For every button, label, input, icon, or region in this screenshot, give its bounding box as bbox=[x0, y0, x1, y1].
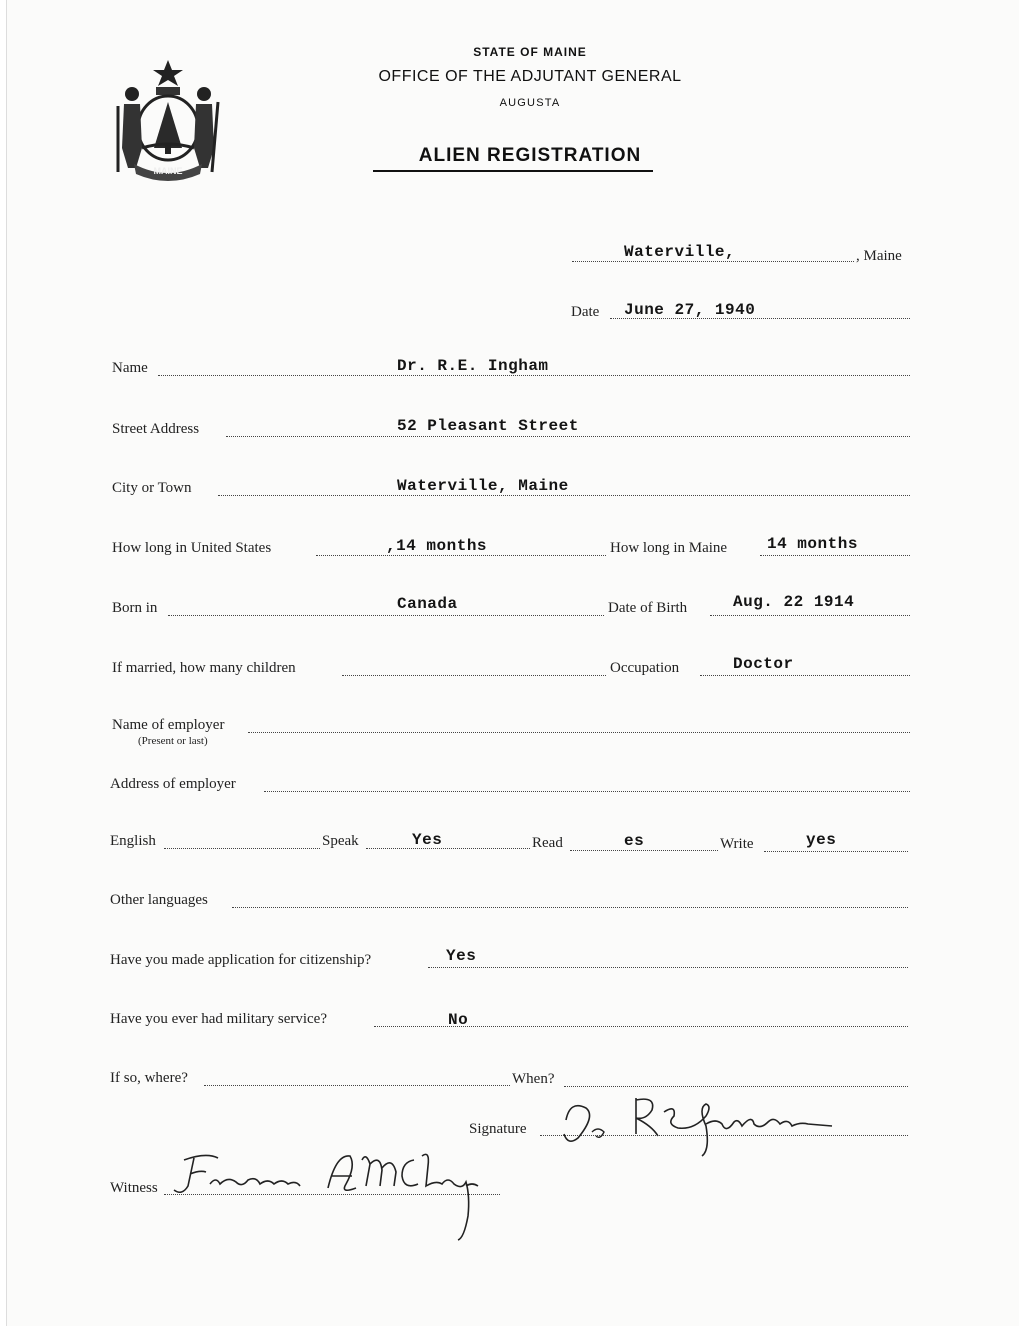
birthplace-line bbox=[168, 615, 604, 616]
employer-address-label: Address of employer bbox=[110, 776, 236, 792]
read-line bbox=[570, 850, 718, 851]
dob-label: Date of Birth bbox=[608, 600, 688, 616]
maine-duration-label: How long in Maine bbox=[610, 540, 728, 556]
write-value: yes bbox=[806, 831, 837, 849]
form-title: ALIEN REGISTRATION bbox=[418, 145, 642, 166]
occupation-value: Doctor bbox=[733, 655, 794, 673]
city-value: Waterville, Maine bbox=[397, 477, 569, 495]
us-duration-value: ,14 months bbox=[386, 537, 488, 555]
place-value: Waterville, bbox=[624, 243, 736, 261]
place-suffix: , Maine bbox=[856, 248, 902, 264]
street-value: 52 Pleasant Street bbox=[397, 417, 579, 435]
state-heading: STATE OF MAINE bbox=[473, 45, 587, 59]
write-line bbox=[764, 851, 908, 852]
place-line bbox=[572, 261, 854, 262]
name-line bbox=[158, 375, 910, 376]
city-heading: AUGUSTA bbox=[499, 97, 561, 109]
speak-label: Speak bbox=[322, 833, 359, 849]
write-label: Write bbox=[720, 836, 754, 852]
children-line bbox=[342, 675, 606, 676]
military-label: Have you ever had military service? bbox=[110, 1011, 327, 1027]
citizenship-line bbox=[428, 967, 908, 968]
signature-label: Signature bbox=[469, 1121, 527, 1137]
svg-text:MAINE: MAINE bbox=[153, 166, 183, 176]
employer-label: Name of employer bbox=[112, 717, 225, 733]
name-label: Name bbox=[112, 360, 148, 376]
maine-state-seal-icon bbox=[112, 56, 224, 182]
dob-line bbox=[710, 615, 910, 616]
speak-line bbox=[366, 848, 530, 849]
dob-value: Aug. 22 1914 bbox=[733, 593, 855, 611]
employer-sublabel: (Present or last) bbox=[138, 735, 208, 747]
date-label: Date bbox=[571, 304, 600, 320]
city-label: City or Town bbox=[112, 480, 192, 496]
where-line bbox=[204, 1085, 510, 1086]
when-line bbox=[564, 1086, 908, 1087]
english-line bbox=[164, 848, 320, 849]
military-value: No bbox=[448, 1011, 469, 1029]
street-label: Street Address bbox=[112, 421, 200, 437]
employer-line bbox=[248, 732, 910, 733]
employer-address-line bbox=[264, 791, 910, 792]
read-value: es bbox=[624, 832, 645, 850]
witness-handwriting bbox=[166, 1146, 506, 1246]
date-value: June 27, 1940 bbox=[624, 301, 756, 319]
birthplace-value: Canada bbox=[397, 595, 458, 613]
maine-duration-line bbox=[760, 555, 910, 556]
witness-label: Witness bbox=[110, 1180, 158, 1196]
other-languages-line bbox=[232, 907, 908, 908]
name-value: Dr. R.E. Ingham bbox=[397, 357, 549, 375]
english-label: English bbox=[110, 833, 156, 849]
us-duration-label: How long in United States bbox=[112, 540, 272, 556]
city-line bbox=[218, 495, 910, 496]
citizenship-label: Have you made application for citizenship? bbox=[110, 952, 372, 968]
signature-handwriting bbox=[556, 1090, 866, 1160]
when-label: When? bbox=[512, 1071, 555, 1087]
speak-value: Yes bbox=[412, 831, 443, 849]
children-label: If married, how many children bbox=[112, 660, 296, 676]
other-languages-label: Other languages bbox=[110, 892, 208, 908]
street-line bbox=[226, 436, 910, 437]
us-duration-line bbox=[316, 555, 606, 556]
citizenship-value: Yes bbox=[446, 947, 477, 965]
birthplace-label: Born in bbox=[112, 600, 158, 616]
maine-duration-value: 14 months bbox=[767, 535, 858, 553]
occupation-label: Occupation bbox=[610, 660, 680, 676]
occupation-line bbox=[700, 675, 910, 676]
read-label: Read bbox=[532, 835, 563, 851]
office-heading: OFFICE OF THE ADJUTANT GENERAL bbox=[378, 68, 682, 85]
title-underline bbox=[373, 170, 653, 172]
where-label: If so, where? bbox=[110, 1070, 188, 1086]
